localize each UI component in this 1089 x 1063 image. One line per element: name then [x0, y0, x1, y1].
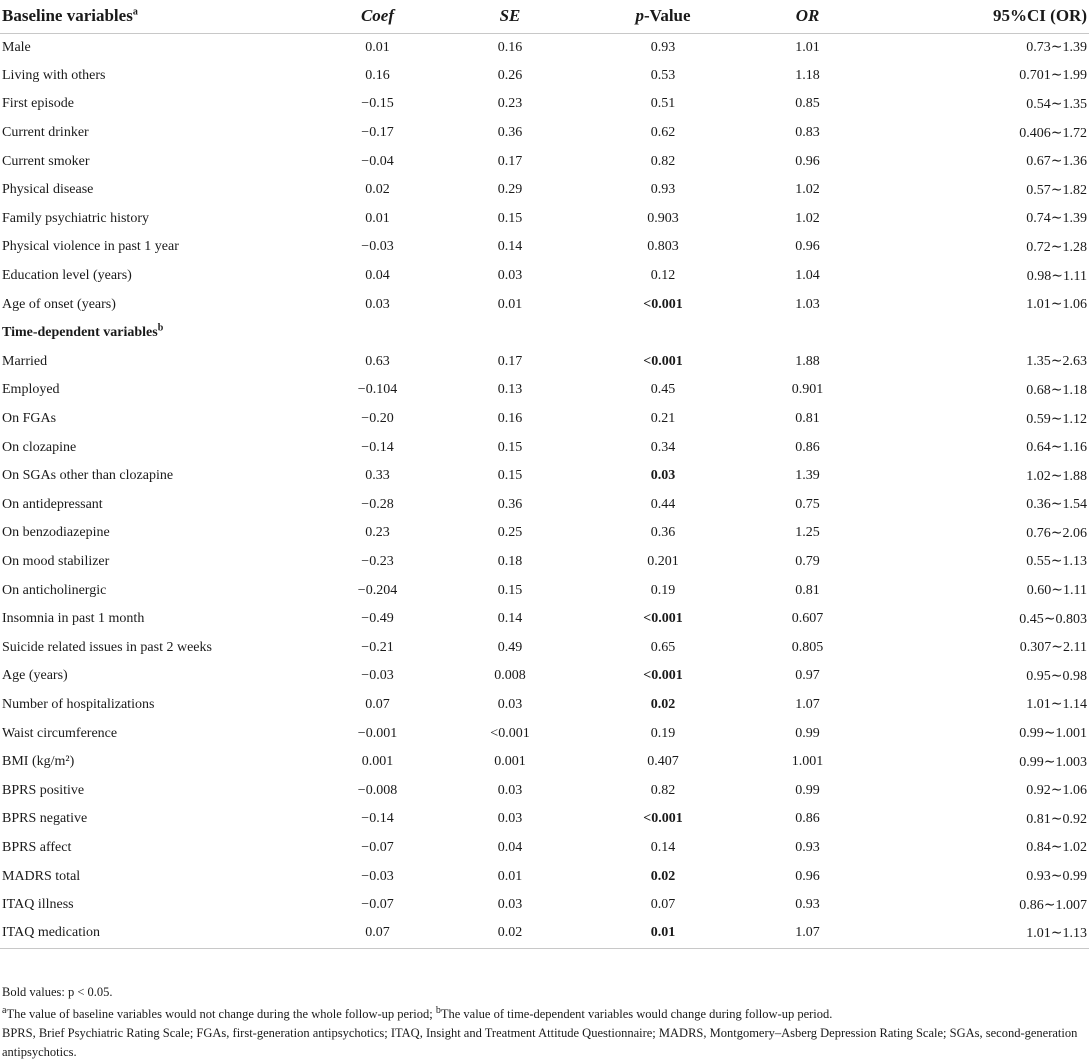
se-cell: 0.04 — [497, 839, 523, 855]
p-value-cell: 0.07 — [650, 897, 676, 913]
ci-cell: 0.45∼0.803 — [1019, 611, 1087, 627]
se-cell: 0.01 — [497, 296, 523, 312]
coef-cell: 0.63 — [365, 353, 390, 369]
coef-cell: −0.49 — [361, 611, 394, 627]
coef-cell: −0.03 — [361, 668, 394, 684]
or-cell: 0.81 — [795, 411, 820, 427]
coef-cell: 0.001 — [361, 754, 394, 770]
row-label: Married — [2, 353, 48, 369]
or-cell: 0.86 — [795, 811, 820, 827]
coef-cell: 0.04 — [365, 268, 390, 284]
table-row — [0, 462, 1089, 491]
p-value-cell: 0.82 — [650, 782, 676, 798]
or-cell: 0.93 — [795, 839, 820, 855]
row-label: On mood stabilizer — [2, 553, 110, 569]
ci-cell: 0.54∼1.35 — [1026, 96, 1087, 112]
ci-cell: 0.36∼1.54 — [1026, 497, 1087, 513]
row-label: Suicide related issues in past 2 weeks — [2, 639, 212, 655]
se-cell: 0.03 — [497, 782, 523, 798]
row-label: ITAQ illness — [2, 897, 74, 913]
se-cell: 0.13 — [497, 382, 523, 398]
table-row — [0, 262, 1089, 291]
se-cell: 0.03 — [497, 696, 523, 712]
coef-cell: −0.23 — [361, 553, 394, 569]
row-label: MADRS total — [2, 868, 81, 884]
row-label: Number of hospitalizations — [2, 696, 155, 712]
table-row — [0, 633, 1089, 662]
p-value-cell: 0.903 — [647, 210, 679, 226]
or-cell: 1.02 — [795, 182, 820, 198]
p-value-cell: 0.45 — [650, 382, 676, 398]
table-row — [0, 290, 1089, 319]
p-value-cell: 0.14 — [650, 839, 676, 855]
se-cell: 0.001 — [494, 754, 526, 770]
p-value-cell: 0.407 — [647, 754, 679, 770]
coef-cell: −0.28 — [361, 496, 394, 512]
header-ci: 95%CI (OR) — [869, 0, 1089, 33]
ci-cell: 0.74∼1.39 — [1026, 211, 1087, 227]
ci-cell: 0.60∼1.11 — [1026, 583, 1087, 599]
p-value-cell: <0.001 — [643, 353, 683, 369]
se-cell: 0.16 — [497, 411, 523, 427]
or-cell: 0.85 — [795, 96, 820, 112]
coef-cell: −0.008 — [357, 782, 398, 798]
p-value-cell: <0.001 — [643, 668, 683, 684]
p-value-cell: <0.001 — [643, 296, 683, 312]
header-coef: Coef — [315, 0, 440, 33]
or-cell: 0.97 — [795, 668, 820, 684]
p-value-cell: <0.001 — [643, 611, 683, 627]
p-value-cell: 0.12 — [650, 268, 676, 284]
or-cell: 0.607 — [791, 611, 824, 627]
ci-cell: 0.99∼1.001 — [1019, 726, 1087, 742]
table-row — [0, 805, 1089, 834]
se-cell: 0.36 — [497, 496, 523, 512]
p-value-cell: 0.03 — [650, 468, 676, 484]
table-row — [0, 834, 1089, 863]
p-value-cell: 0.65 — [650, 639, 676, 655]
ci-cell: 1.01∼1.14 — [1026, 697, 1087, 713]
coef-cell: 0.07 — [315, 919, 440, 948]
coef-cell: −0.03 — [361, 239, 394, 255]
or-cell: 0.901 — [791, 382, 824, 398]
or-cell: 1.88 — [795, 353, 820, 369]
coef-cell: −0.204 — [357, 582, 398, 598]
ci-cell: 1.01∼1.06 — [1026, 297, 1087, 313]
coef-cell: −0.03 — [361, 868, 394, 884]
ci-cell: 0.59∼1.12 — [1026, 411, 1087, 427]
ci-cell: 0.76∼2.06 — [1026, 525, 1087, 541]
ci-cell: 0.701∼1.99 — [1019, 68, 1087, 84]
p-value-cell: 0.62 — [650, 125, 676, 141]
table-row — [0, 548, 1089, 577]
ci-cell: 0.93∼0.99 — [1026, 869, 1087, 885]
row-label: On benzodiazepine — [2, 525, 110, 541]
row-label: Age (years) — [2, 668, 68, 684]
p-value-cell: 0.51 — [650, 96, 676, 112]
table-row — [0, 33, 1089, 62]
table-row — [0, 119, 1089, 148]
table-row — [0, 519, 1089, 548]
ci-cell: 0.84∼1.02 — [1026, 840, 1087, 856]
table-row — [0, 433, 1089, 462]
table-row — [0, 376, 1089, 405]
coef-cell: −0.14 — [361, 439, 394, 455]
row-label: Physical violence in past 1 year — [2, 239, 179, 255]
se-cell: 0.02 — [440, 919, 580, 948]
ci-cell: 1.35∼2.63 — [1026, 354, 1087, 370]
row-label: Age of onset (years) — [2, 296, 116, 312]
footnote-ab: $^a$The value of baseline variables would not change during the whole follow-up period; $^b$The value of time-dependent variables would change during follow-up period. — [2, 1004, 833, 1021]
ci-cell: 0.64∼1.16 — [1026, 440, 1087, 456]
or-cell: 0.93 — [795, 897, 820, 913]
header-variable: Baseline variables$^a$ — [0, 0, 315, 33]
coef-cell: 0.23 — [365, 525, 390, 541]
ci-cell: 0.55∼1.13 — [1026, 554, 1087, 570]
table-row — [0, 90, 1089, 119]
coef-cell: −0.07 — [361, 839, 394, 855]
se-cell: 0.15 — [497, 210, 523, 226]
se-cell: 0.15 — [497, 468, 523, 484]
or-cell: 1.01 — [795, 39, 820, 55]
row-label: Current smoker — [2, 153, 90, 169]
row-label: On anticholinergic — [2, 582, 107, 598]
p-value-cell: 0.201 — [647, 553, 679, 569]
p-value-cell: 0.44 — [650, 496, 676, 512]
section-row — [0, 319, 1089, 348]
ci-cell: 0.307∼2.11 — [1019, 640, 1087, 656]
or-cell: 0.96 — [795, 153, 820, 169]
ci-cell: 1.01∼1.13 — [869, 919, 1089, 948]
table-row — [0, 233, 1089, 262]
table-body — [0, 33, 1089, 948]
table-row — [0, 919, 1089, 948]
or-cell: 0.86 — [795, 439, 820, 455]
row-label: On FGAs — [2, 411, 57, 427]
coef-cell: −0.20 — [361, 411, 394, 427]
table-row — [0, 662, 1089, 691]
table-row — [0, 176, 1089, 205]
bold-values-note: Bold values: p < 0.05. — [2, 985, 113, 999]
or-cell: 0.75 — [795, 496, 820, 512]
table-row — [0, 62, 1089, 91]
row-label: BPRS affect — [2, 839, 72, 855]
row-label: BPRS negative — [2, 811, 88, 827]
row-label: On SGAs other than clozapine — [2, 468, 174, 484]
ci-cell: 0.95∼0.98 — [1026, 668, 1087, 684]
se-cell: 0.01 — [497, 868, 523, 884]
se-cell: 0.26 — [497, 67, 523, 83]
se-cell: 0.25 — [497, 525, 523, 541]
coef-cell: 0.01 — [365, 210, 390, 226]
ci-cell: 0.86∼1.007 — [1019, 897, 1087, 913]
or-cell: 1.07 — [795, 696, 820, 712]
p-value-cell: 0.02 — [650, 868, 676, 884]
header-row — [0, 0, 1089, 33]
row-label: Waist circumference — [2, 725, 118, 741]
coef-cell: −0.21 — [361, 639, 394, 655]
se-cell: 0.16 — [497, 39, 523, 55]
or-cell: 0.99 — [795, 782, 820, 798]
p-value-cell: 0.82 — [650, 153, 676, 169]
header-p-value: p-Value — [580, 0, 746, 33]
se-cell: 0.03 — [497, 897, 523, 913]
ci-cell: 1.02∼1.88 — [1026, 468, 1087, 484]
p-value-cell: 0.93 — [650, 182, 676, 198]
or-cell: 0.96 — [795, 239, 820, 255]
p-value-cell: 0.19 — [650, 725, 676, 741]
or-cell: 1.03 — [795, 296, 820, 312]
se-cell: 0.18 — [497, 553, 523, 569]
or-cell: 0.99 — [795, 725, 820, 741]
ci-cell: 0.68∼1.18 — [1026, 382, 1087, 398]
or-cell: 1.18 — [795, 67, 820, 83]
se-cell: 0.17 — [497, 353, 523, 369]
se-cell: 0.49 — [497, 639, 523, 655]
table-row — [0, 576, 1089, 605]
table-row — [0, 862, 1089, 891]
ci-cell: 0.73∼1.39 — [1026, 40, 1087, 56]
se-cell: 0.008 — [494, 668, 526, 684]
table-row — [0, 891, 1089, 920]
or-cell: 1.04 — [795, 268, 820, 284]
se-cell: 0.29 — [497, 182, 523, 198]
coef-cell: 0.01 — [365, 39, 390, 55]
se-cell: 0.03 — [497, 268, 523, 284]
row-label: Education level (years) — [2, 268, 132, 284]
se-cell: 0.15 — [497, 439, 523, 455]
p-value-cell: 0.34 — [650, 439, 676, 455]
coef-cell: 0.02 — [365, 182, 390, 198]
or-cell: 1.07 — [746, 919, 869, 948]
p-value-cell: 0.36 — [650, 525, 676, 541]
p-value-cell: 0.53 — [650, 67, 676, 83]
row-label: Living with others — [2, 67, 106, 83]
coef-cell: 0.16 — [365, 67, 390, 83]
or-cell: 1.39 — [795, 468, 820, 484]
row-label: Current drinker — [2, 125, 89, 141]
coef-cell: 0.03 — [365, 296, 390, 312]
row-label: BMI (kg/m²) — [2, 754, 75, 770]
row-label: Male — [2, 39, 31, 55]
table-row — [0, 719, 1089, 748]
p-value-cell: 0.19 — [650, 582, 676, 598]
table-notes — [2, 983, 1087, 1062]
row-label: Family psychiatric history — [2, 210, 149, 226]
p-value-cell: 0.803 — [647, 239, 679, 255]
table-row — [0, 776, 1089, 805]
table-row — [0, 691, 1089, 720]
header-se: SE — [440, 0, 580, 33]
or-cell: 1.25 — [795, 525, 820, 541]
or-cell: 0.81 — [795, 582, 820, 598]
ci-cell: 0.98∼1.11 — [1026, 268, 1087, 284]
section-label: Time-dependent variables$^b$ — [2, 322, 164, 341]
row-label: Physical disease — [2, 182, 94, 198]
coef-cell: 0.33 — [365, 468, 390, 484]
coef-cell: −0.104 — [357, 382, 398, 398]
row-label: Insomnia in past 1 month — [2, 611, 145, 627]
coef-cell: 0.07 — [365, 696, 390, 712]
se-cell: 0.14 — [497, 239, 523, 255]
or-cell: 0.79 — [795, 553, 820, 569]
table-row — [0, 348, 1089, 377]
header-or: OR — [746, 0, 869, 33]
table-row — [0, 605, 1089, 634]
table-row — [0, 405, 1089, 434]
p-value-cell: 0.01 — [580, 919, 746, 948]
row-label: First episode — [2, 96, 74, 112]
se-cell: 0.15 — [497, 582, 523, 598]
or-cell: 0.805 — [791, 639, 824, 655]
table-row — [0, 491, 1089, 520]
coef-cell: −0.17 — [361, 125, 394, 141]
p-value-cell: <0.001 — [643, 811, 683, 827]
row-label: On clozapine — [2, 439, 77, 455]
table-row — [0, 205, 1089, 234]
coef-cell: −0.15 — [361, 96, 394, 112]
row-label: BPRS positive — [2, 782, 85, 798]
ci-cell: 0.72∼1.28 — [1026, 239, 1087, 255]
coef-cell: −0.04 — [361, 153, 394, 169]
row-label: On antidepressant — [2, 496, 103, 512]
ci-cell: 0.67∼1.36 — [1026, 154, 1087, 170]
row-label: Employed — [2, 382, 60, 398]
coef-cell: −0.14 — [361, 811, 394, 827]
coef-cell: −0.001 — [357, 725, 398, 741]
ci-cell: 0.57∼1.82 — [1026, 182, 1087, 198]
abbreviations-note: BPRS, Brief Psychiatric Rating Scale; FGAs, first-generation antipsychotics; ITAQ, Insight and Treatment Attitude Questionnaire; MADRS, Montgomery–Asberg Depression Rating Scale; SGAs, second-generation antipsychotics. — [2, 1026, 1078, 1059]
table-row — [0, 748, 1089, 777]
p-value-cell: 0.93 — [650, 39, 676, 55]
p-value-cell: 0.02 — [650, 696, 676, 712]
se-cell: 0.36 — [497, 125, 523, 141]
ci-cell: 0.81∼0.92 — [1026, 811, 1087, 827]
se-cell: <0.001 — [490, 725, 530, 741]
p-value-cell: 0.21 — [650, 411, 676, 427]
or-cell: 1.02 — [795, 210, 820, 226]
table-row — [0, 147, 1089, 176]
se-cell: 0.17 — [497, 153, 523, 169]
or-cell: 1.001 — [791, 754, 824, 770]
or-cell: 0.83 — [795, 125, 820, 141]
se-cell: 0.23 — [497, 96, 523, 112]
row-label: ITAQ medication — [0, 919, 315, 948]
se-cell: 0.03 — [497, 811, 523, 827]
coef-cell: −0.07 — [361, 897, 394, 913]
ci-cell: 0.406∼1.72 — [1019, 125, 1087, 141]
or-cell: 0.96 — [795, 868, 820, 884]
se-cell: 0.14 — [497, 611, 523, 627]
ci-cell: 0.92∼1.06 — [1026, 783, 1087, 799]
ci-cell: 0.99∼1.003 — [1019, 754, 1087, 770]
